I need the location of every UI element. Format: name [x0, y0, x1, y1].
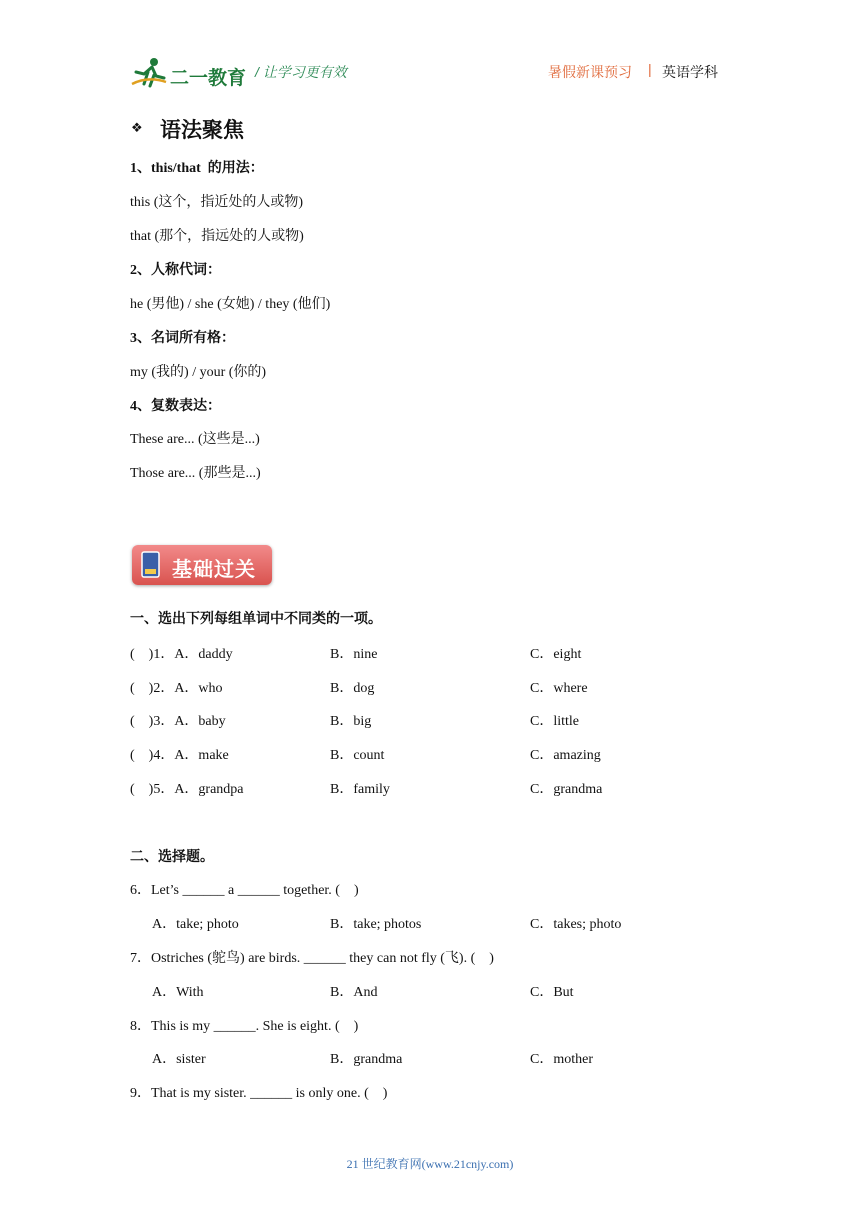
question-stem: 9．That is my sister. ______ is only one. ( ) [130, 1086, 388, 1101]
question-option-a: ( )3．A．baby [130, 714, 226, 729]
question-option-a: ( )4．A．make [130, 748, 229, 763]
grammar-point-title: 2、人称代词： [130, 263, 221, 278]
badge-label: 基础过关 [172, 559, 256, 581]
option-a: A．With [152, 985, 204, 1000]
option-b: B．big [330, 714, 372, 729]
option-c: C．mother [530, 1052, 593, 1067]
option-b: B．grandma [330, 1052, 403, 1067]
grammar-point-title: 3、名词所有格： [130, 331, 235, 346]
question-option-a: ( )1．A．daddy [130, 647, 233, 662]
option-b: B．dog [330, 681, 375, 696]
option-b: B．nine [330, 647, 378, 662]
header [0, 0, 860, 100]
section2-title: 二、选择题。 [130, 850, 214, 865]
question-stem: 6．Let’s ______ a ______ together. ( ) [130, 883, 359, 898]
option-c: C．takes; photo [530, 917, 622, 932]
bullet-icon: ❖ [131, 120, 143, 135]
grammar-line: he (男他) / she (女她) / they (他们) [130, 297, 331, 312]
grammar-line: Those are... (那些是...) [130, 466, 261, 481]
option-a: A．take; photo [152, 917, 239, 932]
basic-practice-badge [132, 545, 272, 585]
section-heading: 语法聚焦 [160, 118, 244, 142]
option-c: C．little [530, 714, 579, 729]
option-a: A．sister [152, 1052, 206, 1067]
option-c: C．grandma [530, 782, 603, 797]
question-stem: 7．Ostriches (鸵鸟) are birds. ______ they can not fly (飞). ( ) [130, 951, 494, 966]
header-divider: | [648, 61, 652, 77]
option-b: B．take; photos [330, 917, 422, 932]
grammar-line: this (这个，指近处的人或物) [130, 195, 304, 210]
option-c: C．But [530, 985, 574, 1000]
logo-text: 二一教育 [170, 68, 247, 89]
option-b: B．count [330, 748, 385, 763]
option-c: C．where [530, 681, 588, 696]
option-c: C．amazing [530, 748, 601, 763]
slogan: / 让学习更有效 [255, 64, 347, 80]
question-option-a: ( )2．A．who [130, 681, 223, 696]
course-label: 暑假新课预习 [548, 64, 632, 80]
grammar-point-title: 1、this/that 的用法： [130, 161, 264, 176]
option-b: B．And [330, 985, 378, 1000]
subject-label: 英语学科 [662, 64, 718, 80]
grammar-point-title: 4、复数表达： [130, 399, 221, 414]
question-option-a: ( )5．A．grandpa [130, 782, 244, 797]
footer-link[interactable]: 21 世纪教育网(www.21cnjy.com) [346, 1157, 514, 1171]
book-icon [140, 551, 162, 579]
question-stem: 8．This is my ______. She is eight. ( ) [130, 1019, 359, 1034]
option-b: B．family [330, 782, 390, 797]
grammar-line: my (我的) / your (你的) [130, 365, 267, 380]
runner-logo-icon [130, 56, 168, 88]
section1-title: 一、选出下列每组单词中不同类的一项。 [130, 612, 382, 627]
grammar-line: that (那个，指远处的人或物) [130, 229, 304, 244]
grammar-line: These are... (这些是...) [130, 432, 260, 447]
option-c: C．eight [530, 647, 582, 662]
